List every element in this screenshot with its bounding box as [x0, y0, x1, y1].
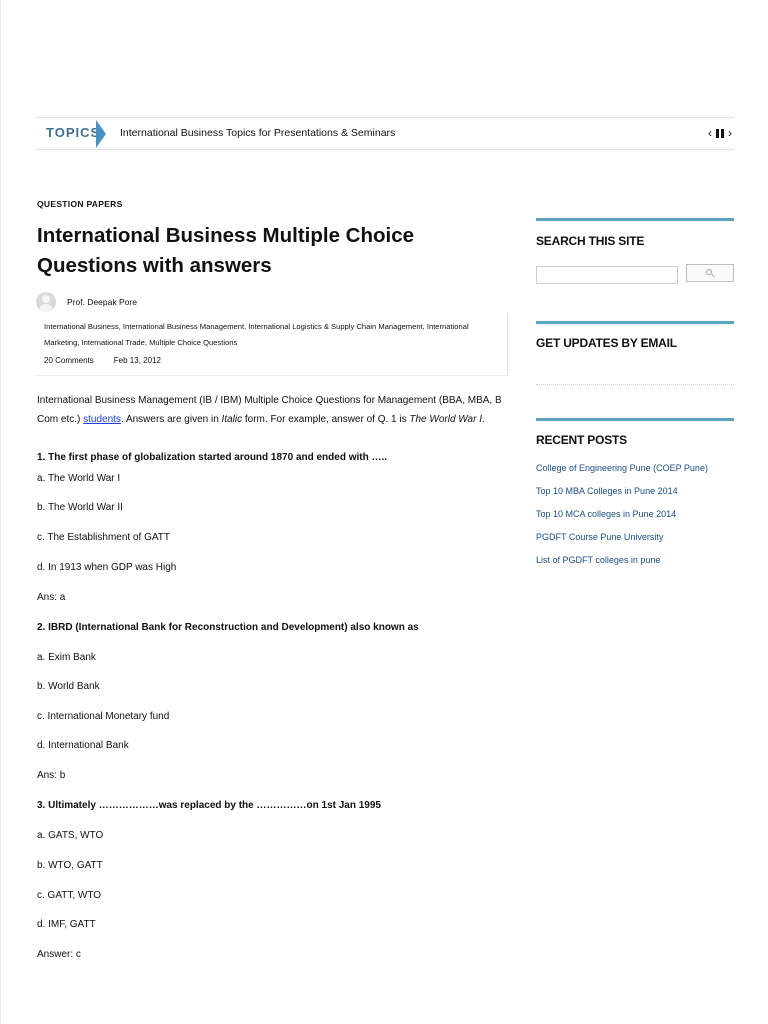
option-line: b. The World War II: [37, 502, 123, 513]
recent-post-link[interactable]: College of Engineering Pune (COEP Pune): [536, 463, 708, 473]
email-form-divider: [536, 384, 734, 385]
topics-ticker-link[interactable]: International Business Topics for Presentations & Seminars: [120, 127, 396, 139]
updates-heading: GET UPDATES BY EMAIL: [536, 336, 677, 350]
ticker-next-icon[interactable]: ›: [728, 126, 732, 140]
option-line: d. International Bank: [37, 740, 129, 751]
meta-row: [44, 356, 161, 365]
recent-post-link[interactable]: PGDFT Course Pune University: [536, 532, 664, 542]
option-line: a. GATS, WTO: [37, 830, 104, 841]
students-link[interactable]: students: [83, 414, 121, 425]
article-category[interactable]: QUESTION PAPERS: [37, 199, 123, 209]
topics-arrow-icon: [96, 120, 106, 148]
option-line: a. Exim Bank: [37, 652, 96, 663]
search-input[interactable]: [536, 266, 678, 284]
ticker-prev-icon[interactable]: ‹: [708, 126, 712, 140]
option-line: d. In 1913 when GDP was High: [37, 562, 177, 573]
search-icon: [706, 269, 715, 278]
option-line: a. The World War I: [37, 473, 121, 484]
recent-post-link[interactable]: Top 10 MBA Colleges in Pune 2014: [536, 486, 678, 496]
intro-text: .: [482, 414, 485, 425]
topics-label: TOPICS: [46, 125, 101, 140]
answer-line: Ans: a: [37, 592, 66, 603]
answer-line: Ans: b: [37, 770, 66, 781]
intro-text: . Answers are given in: [120, 414, 222, 425]
article-tags[interactable]: International Business, International Business Management, International Logistics & Supply Chain Management, International Marketing, International Trade, Multiple Choice Questions: [44, 322, 469, 347]
option-line: c. International Monetary fund: [37, 711, 170, 722]
recent-post-link[interactable]: List of PGDFT colleges in pune: [536, 555, 661, 565]
page-edge-divider: [0, 0, 1, 1024]
answer-line: Answer: c: [37, 949, 81, 960]
search-button[interactable]: [686, 264, 734, 282]
option-line: c. The Establishment of GATT: [37, 532, 171, 543]
intro-italic: Italic: [221, 414, 243, 425]
topics-ticker-bar: [36, 117, 734, 150]
option-line: b. World Bank: [37, 681, 100, 692]
comments-count[interactable]: 20 Comments: [44, 356, 94, 365]
sidebar-rule: [536, 321, 734, 324]
article-intro: [37, 391, 512, 429]
article-title: International Business Multiple Choice Questions with answers: [37, 224, 415, 277]
author-name[interactable]: Prof. Deepak Pore: [67, 297, 137, 307]
recent-posts-heading: RECENT POSTS: [536, 433, 627, 447]
question-2: 2. IBRD (International Bank for Reconstruction and Development) also known as: [37, 622, 419, 633]
intro-text: form. For example, answer of Q. 1 is: [242, 414, 410, 425]
meta-divider: [36, 375, 508, 376]
sidebar-rule: [536, 218, 734, 221]
post-date: Feb 13, 2012: [113, 356, 161, 365]
intro-text: International Business Management (IB / IBM) Multiple Choice Questions for Management (BBA, MBA, B Com etc.): [37, 395, 502, 425]
recent-post-link[interactable]: Top 10 MCA colleges in Pune 2014: [536, 509, 677, 519]
article-meta: [36, 314, 508, 374]
option-line: c. GATT, WTO: [37, 890, 102, 901]
option-line: b. WTO, GATT: [37, 860, 103, 871]
question-1: 1. The first phase of globalization started around 1870 and ended with …..: [37, 452, 388, 463]
author-avatar: [36, 292, 56, 312]
option-line: d. IMF, GATT: [37, 919, 96, 930]
question-3: 3. Ultimately ………………was replaced by the ……………on 1st Jan 1995: [37, 800, 381, 811]
intro-italic: The World War I: [409, 414, 482, 425]
ticker-pause-icon[interactable]: [716, 129, 724, 138]
sidebar-rule: [536, 418, 734, 421]
ticker-controls: [708, 126, 732, 140]
search-heading: SEARCH THIS SITE: [536, 234, 645, 248]
